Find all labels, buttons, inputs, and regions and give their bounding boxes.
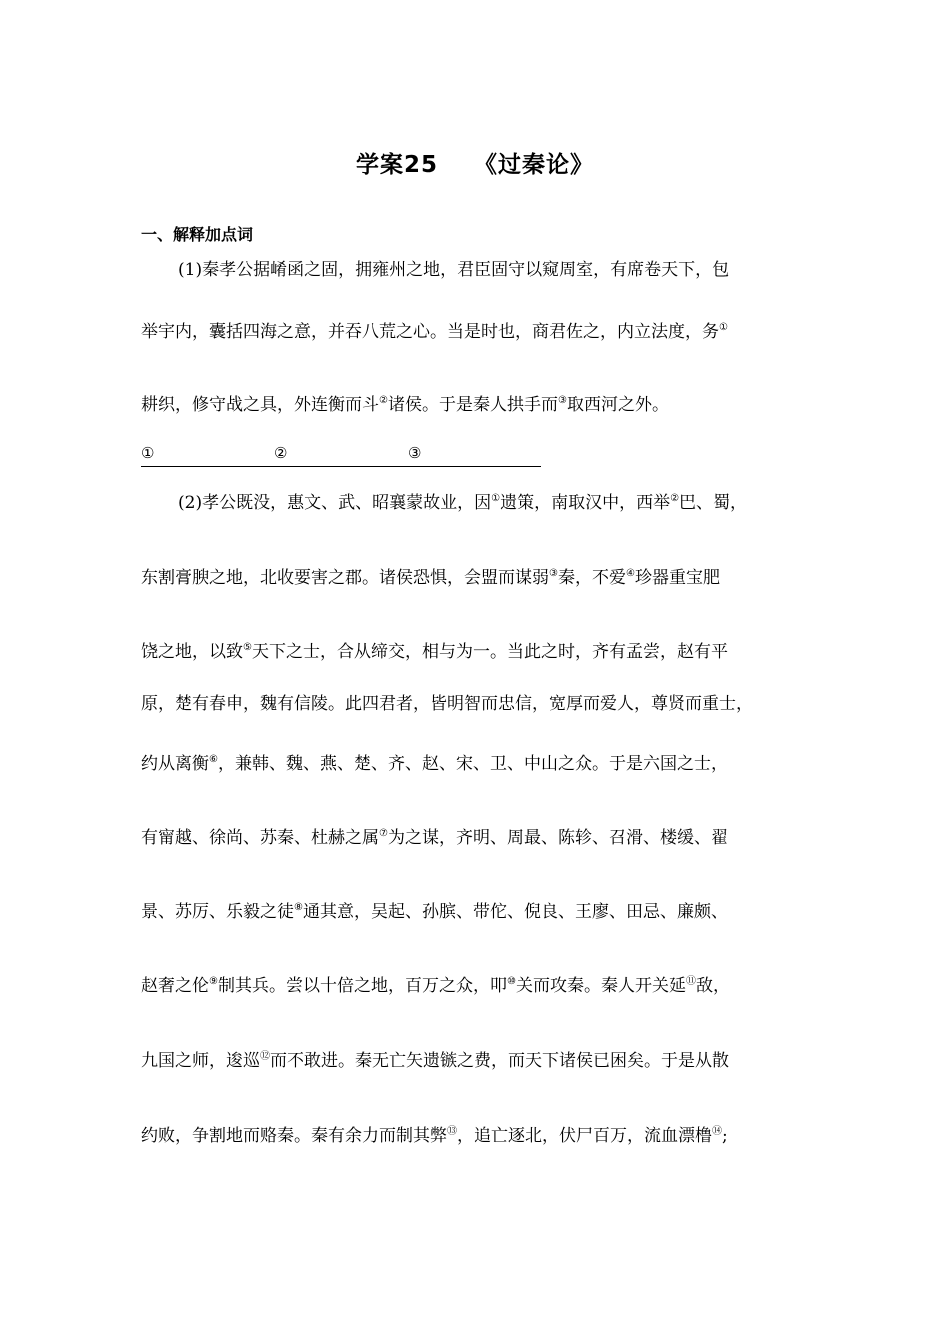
footnote-marker: ④ — [625, 568, 635, 579]
passage-line: 耕织，修守战之具，外连衡而斗②诸侯。于是秦人拱手而③取西河之外。 — [141, 395, 669, 415]
passage-line: 饶之地，以致⑤天下之士，合从缔交，相与为一。当此之时，齐有孟尝，赵有平 — [141, 642, 728, 662]
footnote-marker: ⑬ — [447, 1126, 457, 1137]
passage-line: 有甯越、徐尚、苏秦、杜赫之属⑦为之谋，齐明、周最、陈轸、召滑、楼缓、翟 — [141, 828, 728, 848]
answer-blanks[interactable] — [141, 444, 541, 467]
passage-line: (2)孝公既没，惠文、武、昭襄蒙故业，因①遗策，南取汉中，西举②巴、蜀， — [178, 493, 748, 513]
passage-line: 九国之师，逡巡⑫而不敢进。秦无亡矢遗镞之费，而天下诸侯已困矣。于是从散 — [141, 1051, 729, 1071]
passage-line: 举宇内，囊括四海之意，并吞八荒之心。当是时也，商君佐之，内立法度，务① — [141, 322, 728, 342]
footnote-marker: ③ — [549, 568, 558, 579]
footnote-marker: ② — [379, 395, 388, 406]
footnote-marker: ⑩ — [506, 976, 516, 987]
passage-line: 约败，争割地而赂秦。秦有余力而制其弊⑬，追亡逐北，伏尸百万，流血漂橹⑭; — [141, 1126, 728, 1146]
passage-line: 约从离衡⑥，兼韩、魏、燕、楚、齐、赵、宋、卫、中山之众。于是六国之士， — [141, 754, 728, 774]
footnote-marker: ⑤ — [243, 642, 252, 653]
footnote-marker: ⑨ — [209, 976, 218, 987]
answer-blank-marker: ③ — [408, 444, 422, 462]
footnote-marker: ⑦ — [379, 828, 388, 839]
title-lesson: 学案25 — [355, 152, 438, 178]
title-text: 《过秦论》 — [474, 152, 594, 178]
section-heading: 一、解释加点词 — [141, 225, 254, 244]
passage-line: (1)秦孝公据崤函之固，拥雍州之地，君臣固守以窥周室，有席卷天下，包 — [178, 260, 730, 280]
footnote-marker: ⑧ — [294, 902, 303, 913]
passage-line: 景、苏厉、乐毅之徒⑧通其意，吴起、孙膑、带佗、倪良、王廖、田忌、廉颇、 — [141, 902, 728, 922]
answer-blank-marker: ② — [274, 444, 288, 462]
answer-blank-marker: ① — [141, 444, 155, 462]
passage-line: 赵奢之伦⑨制其兵。尝以十倍之地，百万之众，叩⑩关而攻秦。秦人开关延⑪敌， — [141, 976, 730, 996]
footnote-marker: ⑭ — [712, 1126, 722, 1137]
passage-line: 原，楚有春申，魏有信陵。此四君者，皆明智而忠信，宽厚而爱人，尊贤而重士， — [141, 694, 753, 714]
footnote-marker: ⑫ — [260, 1051, 270, 1062]
footnote-marker: ① — [491, 493, 501, 504]
footnote-marker: ① — [719, 322, 728, 333]
footnote-marker: ② — [670, 493, 680, 504]
footnote-marker: ③ — [557, 395, 567, 406]
footnote-marker: ⑪ — [685, 976, 696, 987]
page-title — [0, 146, 950, 179]
passage-line: 东割膏腴之地，北收要害之郡。诸侯恐惧，会盟而谋弱③秦，不爱④珍器重宝肥 — [141, 568, 720, 588]
footnote-marker: ⑥ — [209, 754, 218, 765]
